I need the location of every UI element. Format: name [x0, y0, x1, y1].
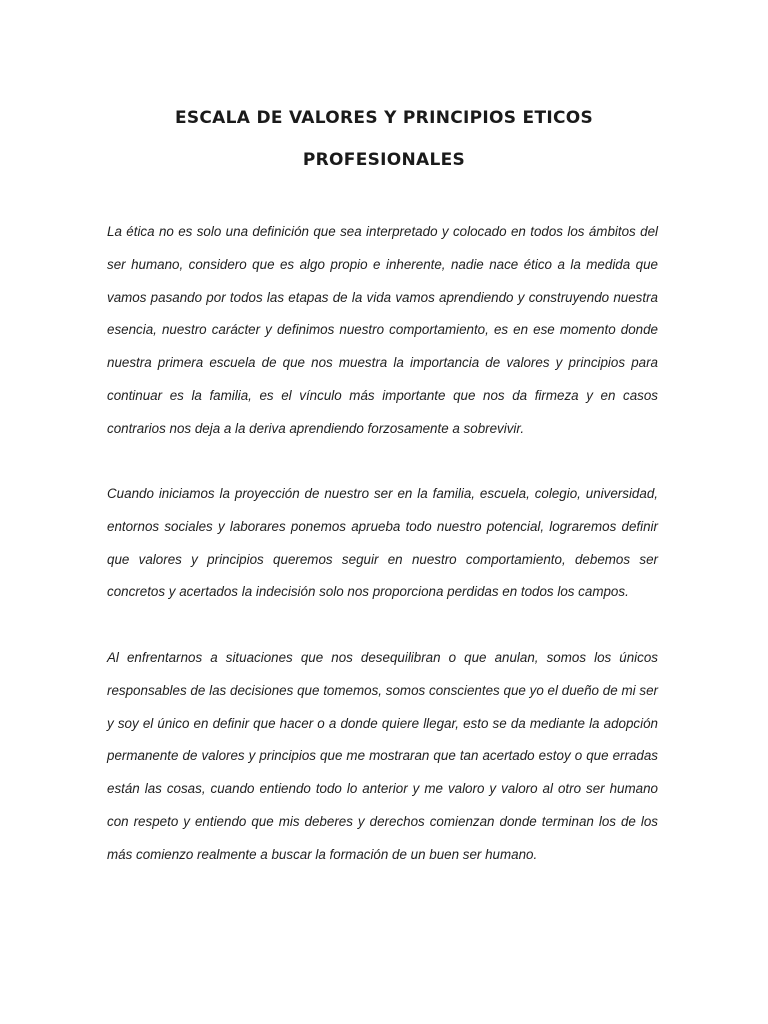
document-title-line-2: PROFESIONALES — [302, 150, 466, 170]
paragraph-2: Cuando iniciamos la proyección de nuestro ser en la familia, escuela, colegio, universidad, entornos sociales y laborares ponemos aprueba todo nuestro potencial, lograremos definir que valores y principios queremos seguir en nuestro comportamiento, debemos ser concretos y acertados la indecisión solo nos proporciona perdidas en todos los campos. — [107, 486, 658, 600]
paragraph-3: Al enfrentarnos a situaciones que nos desequilibran o que anulan, somos los únicos responsables de las decisiones que tomemos, somos conscientes que yo el dueño de mi ser y soy el único en definir que hacer o a donde quiere llegar, esto se da mediante la adopción permanente de valores y principios que me mostraran que tan acertado estoy o que erradas están las cosas, cuando entiendo todo lo anterior y me valoro y valoro al otro ser humano con respeto y entiendo que mis deberes y derechos comienzan donde terminan los de los más comienzo realmente a buscar la formación de un buen ser humano. — [107, 650, 658, 862]
document-title-line-1: ESCALA DE VALORES Y PRINCIPIOS ETICOS — [174, 108, 594, 128]
paragraph-1: La ética no es solo una definición que sea interpretado y colocado en todos los ámbitos del ser humano, considero que es algo propio e inherente, nadie nace ético a la medida que vamos pasando por todos las etapas de la vida vamos aprendiendo y construyendo nuestra esencia, nuestro carácter y definimos nuestro comportamiento, es en ese momento donde nuestra primera escuela de que nos muestra la importancia de valores y principios para continuar es la familia, es el vínculo más importante que nos da firmeza y en casos contrarios nos deja a la deriva aprendiendo forzosamente a sobrevivir. — [107, 224, 658, 436]
